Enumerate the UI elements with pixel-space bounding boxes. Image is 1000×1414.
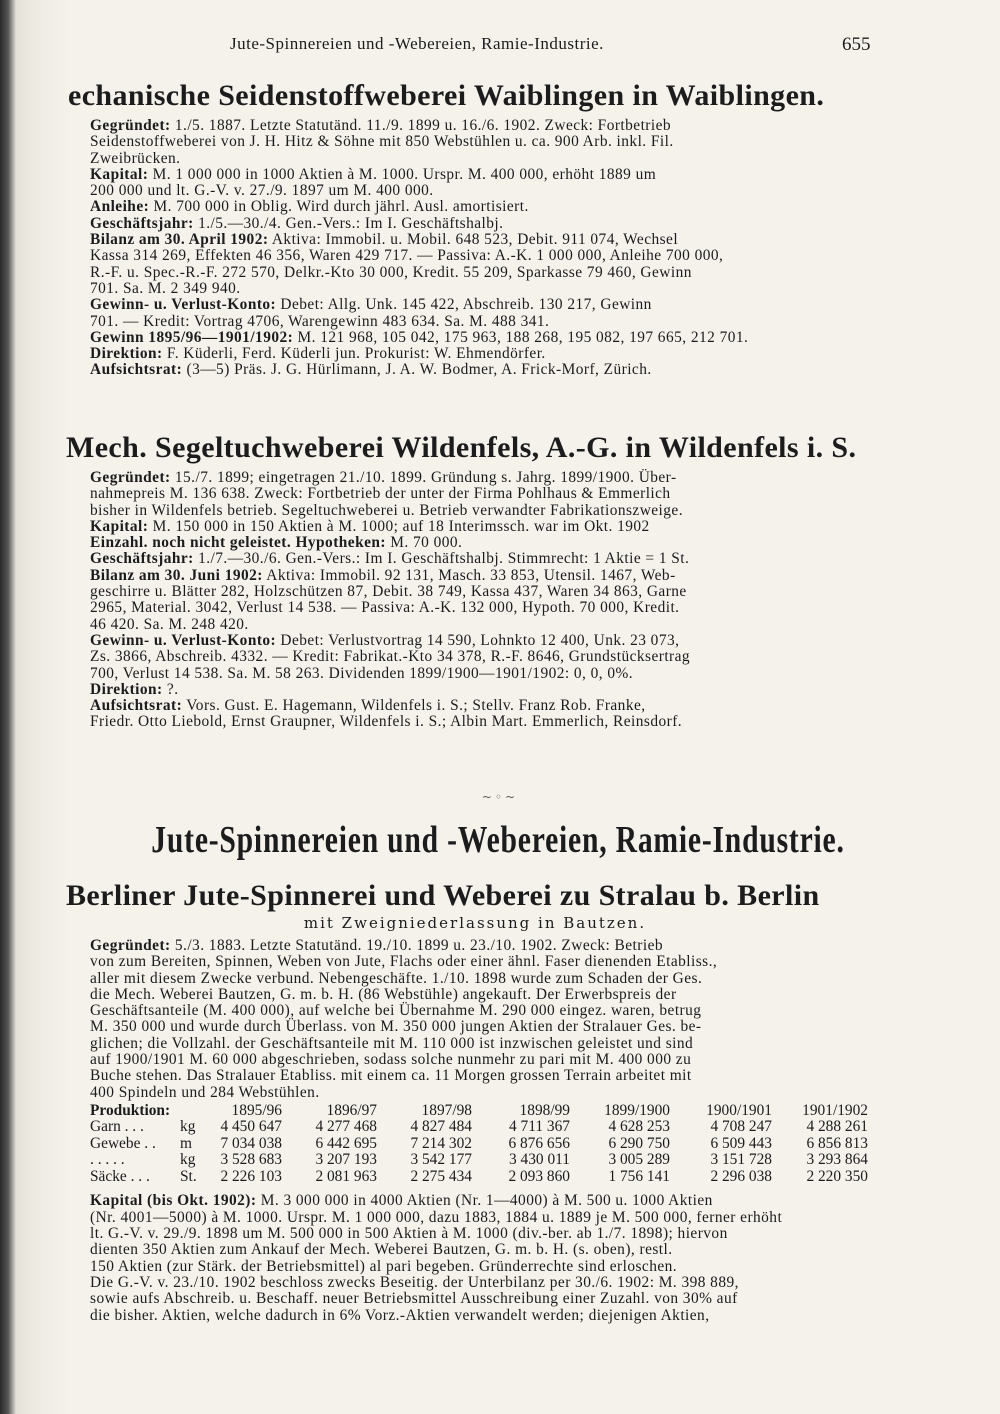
text-line: Seidenstoffweberei von J. H. Hitz & Söhne mit 850 Webstühlen u. ca. 900 Arb. inkl. Fil.	[90, 133, 674, 151]
row-unit: kg	[180, 1151, 196, 1169]
production-value: 4 628 253	[608, 1118, 670, 1136]
production-value: 6 876 656	[508, 1134, 570, 1152]
production-value: 2 093 860	[508, 1167, 570, 1185]
text-line: Die G.-V. v. 23./10. 1902 beschloss zwecks Beseitig. der Unterbilanz per 30./6. 1902: M. 398 889,	[90, 1273, 739, 1291]
production-row	[90, 1136, 868, 1153]
row-unit: St.	[180, 1167, 197, 1185]
text-line: 46 420. Sa. M. 248 420.	[90, 615, 249, 633]
text-line: Kassa 314 269, Effekten 46 356, Waren 429 717. — Passiva: A.-K. 1 000 000, Anleihe 700 000,	[90, 247, 724, 265]
text-line: Aufsichtsrat: Vors. Gust. E. Hagemann, Wildenfels i. S.; Stellv. Franz Rob. Franke,	[90, 697, 646, 715]
year-header: 1896/97	[326, 1101, 377, 1119]
row-label: Garn . . .	[90, 1118, 144, 1136]
text-line: Zs. 3866, Abschreib. 4332. — Kredit: Fabrikat.-Kto 34 378, R.-F. 8646, Grundstücksertrag	[90, 648, 691, 666]
text-line: Aufsichtsrat: (3—5) Präs. J. G. Hürlimann, J. A. W. Bodmer, A. Frick-Morf, Zürich.	[90, 361, 652, 379]
text-line: Gegründet: 1./5. 1887. Letzte Statutänd. 11./9. 1899 u. 16./6. 1902. Zweck: Fortbetrieb	[90, 117, 672, 134]
production-value: 3 293 864	[806, 1151, 868, 1169]
text-line: Bilanz am 30. Juni 1902: Aktiva: Immobil. 92 131, Masch. 33 853, Utensil. 1467, Web-	[90, 566, 676, 584]
entry-body	[60, 118, 890, 379]
text-line: Gegründet: 15./7. 1899; eingetragen 21./10. 1899. Gründung s. Jahrg. 1899/1900. Über-	[90, 469, 677, 486]
entry-stralau	[60, 878, 890, 1324]
text-line: Direktion: F. Küderli, Ferd. Küderli jun. Prokurist: W. Ehmendörfer.	[90, 345, 546, 363]
text-line: auf 1900/1901 M. 60 000 abgeschrieben, sodass solche nunmehr zu pari mit M. 400 000 zu	[90, 1051, 692, 1069]
production-value: 4 708 247	[710, 1118, 772, 1136]
text-line: Kapital: M. 150 000 in 150 Aktien à M. 1000; auf 18 Interimssch. war im Okt. 1902	[90, 517, 650, 535]
text-line: Bilanz am 30. April 1902: Aktiva: Immobil. u. Mobil. 648 523, Debit. 911 074, Wechsel	[90, 231, 679, 249]
production-label: Produktion:	[90, 1101, 171, 1119]
production-value: 6 290 750	[608, 1134, 670, 1152]
text-line: 150 Aktien (zur Stärk. der Betriebsmittel) al pari begeben. Gründerrechte sind erloschen.	[90, 1257, 678, 1275]
year-header: 1895/96	[231, 1101, 282, 1119]
production-value: 2 226 103	[220, 1167, 282, 1185]
production-value: 4 288 261	[806, 1118, 868, 1136]
text-line: 701. — Kredit: Vortrag 4706, Warengewinn 483 634. Sa. M. 488 341.	[90, 312, 550, 330]
text-line: 701. Sa. M. 2 349 940.	[90, 279, 241, 297]
production-header-row	[90, 1103, 868, 1120]
production-value: 1 756 141	[608, 1167, 670, 1185]
text-line: Direktion: ?.	[90, 680, 179, 698]
text-line: Geschäftsjahr: 1./5.—30./4. Gen.-Vers.: Im I. Geschäftshalbj.	[90, 214, 504, 232]
text-line: (Nr. 4001—5000) à M. 1000. Urspr. M. 1 000 000, dazu 1883, 1884 u. 1889 je M. 500 000, ferner erhöht	[90, 1208, 783, 1226]
production-value: 3 430 011	[509, 1151, 570, 1169]
production-value: 3 207 193	[315, 1151, 377, 1169]
text-line: nahmepreis M. 136 638. Zweck: Fortbetrieb der unter der Firma Pohlhaus & Emmerlich	[90, 485, 671, 503]
production-row	[90, 1169, 868, 1186]
year-header: 1898/99	[519, 1101, 570, 1119]
text-line: Buche stehen. Das Stralauer Etabliss. mit einem ca. 11 Morgen grossen Terrain arbeitet mit	[90, 1067, 692, 1085]
production-value: 3 151 728	[710, 1151, 772, 1169]
binding-shadow	[0, 0, 16, 1414]
year-header: 1897/98	[421, 1101, 472, 1119]
production-rows	[90, 1119, 868, 1185]
text-line: Kapital: M. 1 000 000 in 1000 Aktien à M. 1000. Urspr. M. 400 000, erhöht 1889 um	[90, 165, 657, 183]
text-line: 700, Verlust 14 538. Sa. M. 58 263. Dividenden 1899/1900—1901/1902: 0, 0, 0%.	[90, 664, 634, 682]
text-line: sowie aufs Abschreib. u. Beschaff. neuer Betriebsmittel Ausschreibung einer Zuzahl. von 30% auf	[90, 1290, 738, 1308]
production-value: 2 275 434	[410, 1167, 472, 1185]
text-line: die bisher. Aktien, welche dadurch in 6% Vorz.-Aktien verwandelt werden; diejenigen Aktien,	[90, 1306, 710, 1324]
text-line: Zweibrücken.	[90, 149, 181, 167]
entry-wildenfels	[60, 430, 890, 731]
text-line: Geschäftsanteile (M. 400 000), auf welche bei Übernahme M. 290 000 eingez. waren, betrug	[90, 1002, 702, 1020]
production-value: 2 296 038	[710, 1167, 772, 1185]
text-line: die Mech. Weberei Bautzen, G. m. b. H. (86 Webstühle) angekauft. Der Erwerbspreis der	[90, 985, 677, 1003]
text-line: Gewinn- u. Verlust-Konto: Debet: Verlustvortrag 14 590, Lohnkto 12 400, Unk. 23 073,	[90, 631, 680, 649]
production-value: 4 450 647	[220, 1118, 282, 1136]
text-line: lt. G.-V. v. 29./9. 1898 um M. 500 000 in 500 Aktien à M. 1000 (div.-ber. ab 1./7. 1898); hiervon	[90, 1225, 728, 1243]
row-unit: m	[180, 1134, 192, 1152]
text-line: M. 350 000 und wurde durch Überlass. von M. 350 000 jungen Aktien der Stralauer Ges. be-	[90, 1018, 702, 1036]
section-heading: Jute-Spinnereien und -Webereien, Ramie-Industrie.	[151, 819, 845, 861]
text-line: 400 Spindeln und 284 Webstühlen.	[90, 1083, 320, 1101]
text-line: Einzahl. noch nicht geleistet. Hypotheken: M. 70 000.	[90, 534, 463, 552]
text-line: aller mit diesem Zwecke verbund. Nebengeschäfte. 1./10. 1898 wurde zum Schaden der Ges.	[90, 969, 703, 987]
year-header: 1899/1900	[604, 1101, 670, 1119]
text-line: Kapital (bis Okt. 1902): M. 3 000 000 in 4000 Aktien (Nr. 1—4000) à M. 500 u. 1000 Aktien	[90, 1192, 713, 1210]
text-line: bisher in Wildenfels betrieb. Segeltuchweberei u. Betrieb verwandter Fabrikationszweige.	[90, 501, 684, 519]
entry-body-continued	[60, 1193, 890, 1323]
production-value: 6 856 813	[806, 1134, 868, 1152]
text-line: Anleihe: M. 700 000 in Oblig. Wird durch jährl. Ausl. amortisiert.	[90, 198, 529, 216]
production-table	[90, 1103, 868, 1186]
text-line: glichen; die Vollzahl. der Geschäftsanteile mit M. 110 000 ist inzwischen geleistet und sind	[90, 1034, 694, 1052]
entry-waiblingen	[60, 78, 890, 379]
section-heading-wrap	[60, 818, 890, 862]
text-line: Geschäftsjahr: 1./7.—30./6. Gen.-Vers.: Im I. Geschäftshalbj. Stimmrecht: 1 Aktie = 1 St.	[90, 550, 690, 568]
text-line: Gewinn 1895/96—1901/1902: M. 121 968, 105 042, 175 963, 188 268, 195 082, 197 665, 212 701.	[90, 328, 749, 346]
production-value: 6 509 443	[710, 1134, 772, 1152]
text-line: Gegründet: 5./3. 1883. Letzte Statutänd. 19./10. 1899 u. 23./10. 1902. Zweck: Betrieb	[90, 937, 663, 954]
entry-body	[60, 470, 890, 731]
production-value: 7 214 302	[410, 1134, 472, 1152]
entry-title: Mech. Segeltuchweberei Wildenfels, A.-G. in Wildenfels i. S.	[66, 431, 857, 464]
production-value: 3 528 683	[220, 1151, 282, 1169]
entry-body	[60, 938, 890, 1101]
production-value: 2 081 963	[315, 1167, 377, 1185]
text-line: Friedr. Otto Liebold, Ernst Graupner, Wildenfels i. S.; Albin Mart. Emmerlich, Reinsdorf.	[90, 713, 683, 731]
page-number: 655	[842, 34, 871, 55]
entry-title: Berliner Jute-Spinnerei und Weberei zu Stralau b. Berlin	[66, 879, 820, 912]
production-value: 3 005 289	[608, 1151, 670, 1169]
text-line: von zum Bereiten, Spinnen, Weben von Jute, Flachs oder einer ähnl. Faser dienenden Etabliss.,	[90, 953, 718, 971]
row-label: . . . . .	[90, 1151, 125, 1169]
production-value: 4 711 367	[509, 1118, 570, 1136]
production-value: 7 034 038	[220, 1134, 282, 1152]
text-line: R.-F. u. Spec.-R.-F. 272 570, Delkr.-Kto 30 000, Kredit. 55 209, Sparkasse 79 460, Gewinn	[90, 263, 692, 281]
year-header: 1900/1901	[706, 1101, 772, 1119]
production-value: 3 542 177	[410, 1151, 472, 1169]
production-value: 4 277 468	[315, 1118, 377, 1136]
row-label: Gewebe . .	[90, 1134, 156, 1152]
production-row	[90, 1119, 868, 1136]
section-divider: ~◦~	[481, 790, 519, 804]
text-line: Gewinn- u. Verlust-Konto: Debet: Allg. Unk. 145 422, Abschreib. 130 217, Gewinn	[90, 296, 652, 314]
entry-title: echanische Seidenstoffweberei Waiblingen in Waiblingen.	[68, 79, 825, 112]
row-label: Säcke . . .	[90, 1167, 150, 1185]
text-line: dienten 350 Aktien zum Ankauf der Mech. Weberei Bautzen, G. m. b. H. (s. oben), restl.	[90, 1241, 673, 1259]
production-value: 6 442 695	[315, 1134, 377, 1152]
text-line: 2965, Material. 3042, Verlust 14 538. — Passiva: A.-K. 132 000, Hypoth. 70 000, Kredit.	[90, 599, 680, 617]
production-row	[90, 1152, 868, 1169]
production-value: 2 220 350	[806, 1167, 868, 1185]
production-value: 4 827 484	[410, 1118, 472, 1136]
text-line: geschirre u. Blätter 282, Holzschützen 87, Debit. 38 749, Kassa 437, Waren 34 863, Garne	[90, 583, 687, 601]
running-head: Jute-Spinnereien und -Webereien, Ramie-Industrie.	[230, 34, 604, 53]
entry-subtitle: mit Zweigniederlassung in Bautzen.	[303, 914, 647, 932]
text-line: 200 000 und lt. G.-V. v. 27./9. 1897 um M. 400 000.	[90, 182, 434, 200]
row-unit: kg	[180, 1118, 196, 1136]
year-header: 1901/1902	[802, 1101, 868, 1119]
